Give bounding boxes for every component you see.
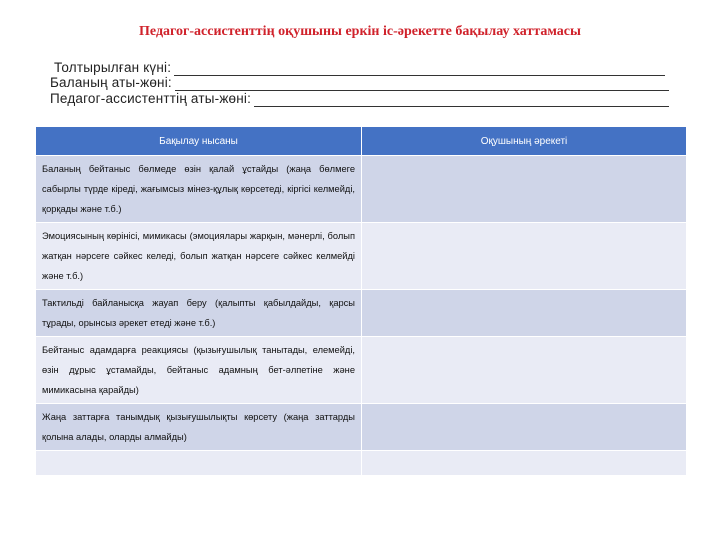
assistant-name-line[interactable] bbox=[254, 94, 669, 107]
assistant-name-label: Педагог-ассистенттің аты-жөні: bbox=[50, 91, 252, 106]
action-cell[interactable] bbox=[362, 223, 687, 290]
child-name-line[interactable] bbox=[175, 78, 669, 91]
table-row bbox=[36, 156, 687, 223]
document-title: Педагог-ассистенттің оқушыны еркін іс-әрекетте бақылау хаттамасы bbox=[139, 24, 581, 39]
observation-table bbox=[35, 126, 687, 476]
observation-cell: Жаңа заттарға танымдық қызығушылықты көрсету (жаңа заттарды қолына алады, оларды алмайды) bbox=[36, 404, 362, 451]
observation-cell: Эмоциясының көрінісі, мимикасы (эмоциялары жарқын, мәнерлі, болып жатқан нәрсеге сәйкес келеді, болып жатқан нәрсеге сәйкес келмейді және т.б.) bbox=[36, 223, 362, 290]
observation-cell: Тактильді байланысқа жауап беру (қалыпты қабылдайды, қарсы тұрады, орынсыз әрекет етеді және т.б.) bbox=[36, 290, 362, 337]
table-row bbox=[36, 337, 687, 404]
observation-cell[interactable] bbox=[36, 451, 362, 476]
table-row bbox=[36, 404, 687, 451]
table-row bbox=[36, 223, 687, 290]
observation-cell: Бейтаныс адамдарға реакциясы (қызығушылық танытады, елемейді, өзін дұрыс ұстамайды, бейтаныс адамның бет-әлпетіне және мимикасына қарайды) bbox=[36, 337, 362, 404]
action-cell[interactable] bbox=[362, 451, 687, 476]
table-header-row bbox=[36, 127, 687, 156]
header-student-action: Оқушының әрекеті bbox=[362, 127, 687, 156]
assistant-name-field[interactable] bbox=[50, 91, 669, 107]
action-cell[interactable] bbox=[362, 290, 687, 337]
action-cell[interactable] bbox=[362, 156, 687, 223]
table-row bbox=[36, 451, 687, 476]
action-cell[interactable] bbox=[362, 404, 687, 451]
fill-date-label: Толтырылған күні: bbox=[54, 60, 172, 75]
header-observation: Бақылау нысаны bbox=[36, 127, 362, 156]
child-name-label: Баланың аты-жөні: bbox=[50, 75, 172, 90]
observation-cell: Баланың бейтаныс бөлмеде өзін қалай ұстайды (жаңа бөлмеге сабырлы түрде кіреді, жағымсыз мінез-құлық көрсетеді, кіргісі келмейді, қорқады және т.б.) bbox=[36, 156, 362, 223]
child-name-field[interactable] bbox=[50, 75, 669, 91]
table-row bbox=[36, 290, 687, 337]
fill-date-field[interactable] bbox=[54, 60, 665, 76]
action-cell[interactable] bbox=[362, 337, 687, 404]
